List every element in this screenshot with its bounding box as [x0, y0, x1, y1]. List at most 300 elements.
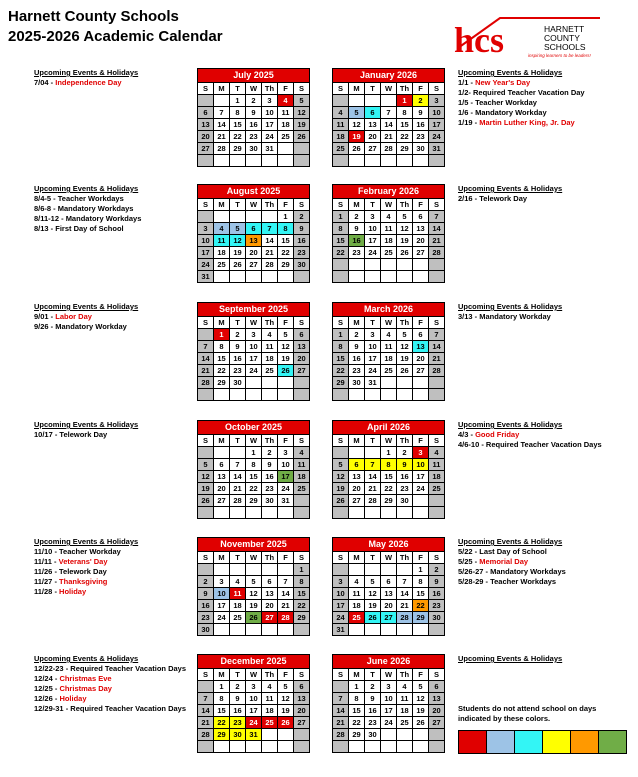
- day-cell: 26: [365, 612, 381, 624]
- day-cell: 15: [214, 353, 230, 365]
- day-cell: 10: [413, 459, 429, 471]
- empty-cell: [246, 155, 262, 167]
- month-calendar: [332, 68, 445, 167]
- day-cell: 28: [429, 365, 445, 377]
- weekday-label: M: [349, 669, 365, 681]
- empty-cell: [214, 389, 230, 401]
- empty-cell: [230, 564, 246, 576]
- weekday-label: T: [365, 435, 381, 447]
- weekday-label: M: [214, 317, 230, 329]
- day-cell: 25: [214, 259, 230, 271]
- day-cell: 11: [262, 693, 278, 705]
- day-cell: 21: [397, 600, 413, 612]
- empty-cell: [294, 507, 310, 519]
- event-item: 11/26 - Telework Day: [34, 567, 107, 576]
- events-heading: Upcoming Events & Holidays: [34, 537, 139, 546]
- empty-cell: [246, 741, 262, 753]
- day-cell: 15: [246, 471, 262, 483]
- weekday-label: S: [198, 552, 214, 564]
- day-cell: 24: [214, 612, 230, 624]
- empty-cell: [278, 564, 294, 576]
- month-title: January 2026: [333, 69, 445, 83]
- day-cell: 6: [294, 329, 310, 341]
- day-cell: 8: [246, 459, 262, 471]
- weekday-label: F: [278, 83, 294, 95]
- day-cell: 14: [429, 341, 445, 353]
- day-cell: 26: [278, 365, 294, 377]
- svg-text:inspiring learners to be leade: inspiring learners to be leaders!: [528, 53, 591, 58]
- day-cell: 11: [294, 459, 310, 471]
- day-cell: 29: [381, 495, 397, 507]
- day-cell: 12: [397, 341, 413, 353]
- day-cell: 9: [230, 693, 246, 705]
- empty-cell: [262, 389, 278, 401]
- day-cell: 20: [381, 600, 397, 612]
- day-cell: 11: [381, 223, 397, 235]
- day-cell: 2: [294, 211, 310, 223]
- day-cell: 24: [246, 717, 262, 729]
- day-cell: 1: [278, 211, 294, 223]
- day-cell: 12: [278, 693, 294, 705]
- empty-cell: [333, 155, 349, 167]
- empty-cell: [230, 155, 246, 167]
- day-cell: 15: [333, 353, 349, 365]
- day-cell: 21: [429, 235, 445, 247]
- empty-cell: [429, 495, 445, 507]
- empty-cell: [246, 389, 262, 401]
- weekday-label: S: [429, 669, 445, 681]
- weekday-label: S: [294, 552, 310, 564]
- day-cell: 14: [214, 119, 230, 131]
- day-cell: 11: [381, 341, 397, 353]
- empty-cell: [198, 741, 214, 753]
- empty-cell: [214, 741, 230, 753]
- events-heading: Upcoming Events & Holidays: [34, 302, 139, 311]
- empty-cell: [294, 624, 310, 636]
- legend-swatch: [543, 731, 571, 754]
- empty-cell: [413, 729, 429, 741]
- day-cell: 18: [397, 705, 413, 717]
- empty-cell: [278, 729, 294, 741]
- empty-cell: [294, 377, 310, 389]
- empty-cell: [349, 271, 365, 283]
- day-cell: 15: [349, 705, 365, 717]
- day-cell: 4: [262, 681, 278, 693]
- day-cell: 31: [198, 271, 214, 283]
- day-cell: 3: [381, 681, 397, 693]
- empty-cell: [198, 507, 214, 519]
- day-cell: 9: [365, 693, 381, 705]
- event-item: 5/28-29 - Teacher Workdays: [458, 577, 557, 586]
- weekday-label: S: [333, 83, 349, 95]
- event-item: 1/2- Required Teacher Vacation Day: [458, 88, 585, 97]
- empty-cell: [381, 564, 397, 576]
- weekday-label: F: [413, 435, 429, 447]
- day-cell: 10: [246, 693, 262, 705]
- empty-cell: [349, 389, 365, 401]
- color-legend: [458, 730, 627, 754]
- empty-cell: [365, 259, 381, 271]
- day-cell: 29: [349, 729, 365, 741]
- day-cell: 3: [365, 211, 381, 223]
- day-cell: 14: [381, 119, 397, 131]
- day-cell: 19: [413, 705, 429, 717]
- empty-cell: [246, 624, 262, 636]
- day-cell: 17: [246, 705, 262, 717]
- day-cell: 8: [413, 576, 429, 588]
- day-cell: 13: [246, 235, 262, 247]
- day-cell: 1: [349, 681, 365, 693]
- weekday-label: S: [294, 199, 310, 211]
- day-cell: 10: [246, 341, 262, 353]
- weekday-label: Th: [262, 317, 278, 329]
- day-cell: 3: [262, 95, 278, 107]
- day-cell: 9: [429, 576, 445, 588]
- day-cell: 7: [365, 459, 381, 471]
- right-events-0: [458, 68, 633, 128]
- empty-cell: [397, 741, 413, 753]
- day-cell: 2: [413, 95, 429, 107]
- day-cell: 25: [429, 483, 445, 495]
- day-cell: 19: [365, 600, 381, 612]
- day-cell: 18: [429, 471, 445, 483]
- day-cell: 24: [365, 365, 381, 377]
- day-cell: 22: [397, 131, 413, 143]
- day-cell: 16: [429, 588, 445, 600]
- day-cell: 7: [381, 107, 397, 119]
- right-events-5: [458, 654, 633, 664]
- day-cell: 7: [278, 576, 294, 588]
- day-cell: 28: [429, 247, 445, 259]
- day-cell: 28: [198, 377, 214, 389]
- empty-cell: [413, 377, 429, 389]
- empty-cell: [397, 377, 413, 389]
- day-cell: 22: [246, 483, 262, 495]
- day-cell: 17: [278, 471, 294, 483]
- weekday-label: F: [278, 669, 294, 681]
- day-cell: 23: [198, 612, 214, 624]
- empty-cell: [381, 389, 397, 401]
- empty-cell: [278, 389, 294, 401]
- day-cell: 25: [262, 365, 278, 377]
- right-events-1: [458, 184, 633, 204]
- empty-cell: [198, 389, 214, 401]
- day-cell: 13: [294, 341, 310, 353]
- day-cell: 28: [381, 143, 397, 155]
- legend-swatch: [599, 731, 627, 754]
- weekday-label: S: [333, 435, 349, 447]
- day-cell: 14: [262, 235, 278, 247]
- empty-cell: [381, 624, 397, 636]
- day-cell: 14: [198, 353, 214, 365]
- right-events-3: [458, 420, 633, 450]
- day-cell: 29: [214, 377, 230, 389]
- weekday-label: F: [413, 552, 429, 564]
- empty-cell: [214, 211, 230, 223]
- empty-cell: [381, 155, 397, 167]
- day-cell: 16: [294, 235, 310, 247]
- empty-cell: [333, 95, 349, 107]
- day-cell: 26: [397, 365, 413, 377]
- events-heading: Upcoming Events & Holidays: [458, 420, 563, 429]
- day-cell: 24: [429, 131, 445, 143]
- empty-cell: [365, 507, 381, 519]
- day-cell: 15: [278, 235, 294, 247]
- empty-cell: [294, 729, 310, 741]
- day-cell: 15: [381, 471, 397, 483]
- events-heading: Upcoming Events & Holidays: [458, 184, 563, 193]
- day-cell: 19: [278, 353, 294, 365]
- empty-cell: [413, 741, 429, 753]
- weekday-label: Th: [397, 552, 413, 564]
- day-cell: 20: [214, 483, 230, 495]
- day-cell: 21: [262, 247, 278, 259]
- day-cell: 25: [381, 365, 397, 377]
- weekday-label: F: [413, 317, 429, 329]
- empty-cell: [381, 377, 397, 389]
- day-cell: 30: [397, 495, 413, 507]
- day-cell: 28: [214, 143, 230, 155]
- day-cell: 23: [349, 365, 365, 377]
- day-cell: 3: [246, 329, 262, 341]
- event-item: 5/26-27 - Mandatory Workdays: [458, 567, 566, 576]
- left-events-4: [34, 537, 194, 597]
- day-cell: 13: [198, 119, 214, 131]
- month-title: June 2026: [333, 655, 445, 669]
- weekday-label: Th: [262, 199, 278, 211]
- month-title: September 2025: [198, 303, 310, 317]
- day-cell: 5: [349, 107, 365, 119]
- empty-cell: [230, 741, 246, 753]
- day-cell: 3: [365, 329, 381, 341]
- day-cell: 6: [214, 459, 230, 471]
- day-cell: 14: [365, 471, 381, 483]
- weekday-label: S: [429, 552, 445, 564]
- empty-cell: [278, 507, 294, 519]
- empty-cell: [349, 259, 365, 271]
- calendar-district-title: Harnett County Schools: [8, 8, 179, 25]
- day-cell: 22: [381, 483, 397, 495]
- day-cell: 10: [278, 459, 294, 471]
- month-title: December 2025: [198, 655, 310, 669]
- event-item: 2/16 - Telework Day: [458, 194, 528, 203]
- day-cell: 4: [381, 329, 397, 341]
- month-title: March 2026: [333, 303, 445, 317]
- day-cell: 26: [198, 495, 214, 507]
- weekday-label: T: [365, 669, 381, 681]
- day-cell: 9: [349, 341, 365, 353]
- empty-cell: [349, 624, 365, 636]
- empty-cell: [365, 271, 381, 283]
- day-cell: 25: [294, 483, 310, 495]
- day-cell: 8: [278, 223, 294, 235]
- day-cell: 4: [397, 681, 413, 693]
- empty-cell: [198, 447, 214, 459]
- month-calendar: [332, 302, 445, 401]
- weekday-label: T: [230, 317, 246, 329]
- events-heading: Upcoming Events & Holidays: [34, 420, 139, 429]
- empty-cell: [365, 624, 381, 636]
- empty-cell: [333, 507, 349, 519]
- weekday-label: Th: [397, 83, 413, 95]
- day-cell: 24: [381, 717, 397, 729]
- empty-cell: [413, 155, 429, 167]
- day-cell: 26: [246, 612, 262, 624]
- weekday-label: F: [413, 199, 429, 211]
- day-cell: 12: [365, 588, 381, 600]
- day-cell: 22: [214, 365, 230, 377]
- weekday-label: S: [198, 317, 214, 329]
- day-cell: 5: [397, 211, 413, 223]
- day-cell: 6: [349, 459, 365, 471]
- day-cell: 17: [413, 471, 429, 483]
- weekday-label: S: [198, 83, 214, 95]
- day-cell: 4: [429, 447, 445, 459]
- legend-note: Students do not attend school on days indicated by these colors.: [458, 704, 597, 723]
- day-cell: 11: [262, 341, 278, 353]
- day-cell: 6: [294, 681, 310, 693]
- day-cell: 27: [349, 495, 365, 507]
- day-cell: 1: [413, 564, 429, 576]
- weekday-label: S: [198, 435, 214, 447]
- empty-cell: [413, 624, 429, 636]
- day-cell: 6: [246, 223, 262, 235]
- empty-cell: [214, 271, 230, 283]
- weekday-label: S: [198, 199, 214, 211]
- day-cell: 23: [365, 717, 381, 729]
- day-cell: 8: [333, 341, 349, 353]
- weekday-label: W: [246, 552, 262, 564]
- day-cell: 1: [333, 211, 349, 223]
- day-cell: 30: [294, 259, 310, 271]
- weekday-label: W: [246, 83, 262, 95]
- day-cell: 24: [246, 365, 262, 377]
- weekday-label: T: [230, 199, 246, 211]
- day-cell: 9: [413, 107, 429, 119]
- empty-cell: [333, 259, 349, 271]
- day-cell: 19: [349, 131, 365, 143]
- day-cell: 13: [413, 341, 429, 353]
- day-cell: 13: [214, 471, 230, 483]
- day-cell: 17: [214, 600, 230, 612]
- day-cell: 20: [349, 483, 365, 495]
- day-cell: 18: [349, 600, 365, 612]
- left-events-0: [34, 68, 194, 88]
- day-cell: 29: [413, 612, 429, 624]
- weekday-label: S: [294, 83, 310, 95]
- day-cell: 20: [294, 353, 310, 365]
- day-cell: 15: [413, 588, 429, 600]
- day-cell: 14: [230, 471, 246, 483]
- month-calendar: [197, 537, 310, 636]
- day-cell: 22: [349, 717, 365, 729]
- day-cell: 11: [349, 588, 365, 600]
- empty-cell: [198, 681, 214, 693]
- day-cell: 1: [333, 329, 349, 341]
- day-cell: 9: [262, 459, 278, 471]
- empty-cell: [429, 741, 445, 753]
- day-cell: 13: [349, 471, 365, 483]
- weekday-label: Th: [397, 669, 413, 681]
- weekday-label: F: [413, 669, 429, 681]
- weekday-label: W: [246, 669, 262, 681]
- event-item: 11/11 - Veterans' Day: [34, 557, 108, 566]
- weekday-label: Th: [262, 552, 278, 564]
- empty-cell: [246, 564, 262, 576]
- events-heading: Upcoming Events & Holidays: [34, 184, 139, 193]
- empty-cell: [246, 271, 262, 283]
- svg-text:COUNTY: COUNTY: [544, 33, 580, 43]
- empty-cell: [349, 155, 365, 167]
- day-cell: 8: [349, 693, 365, 705]
- day-cell: 25: [262, 717, 278, 729]
- day-cell: 10: [381, 693, 397, 705]
- empty-cell: [198, 329, 214, 341]
- day-cell: 3: [278, 447, 294, 459]
- day-cell: 27: [214, 495, 230, 507]
- empty-cell: [246, 211, 262, 223]
- day-cell: 19: [333, 483, 349, 495]
- day-cell: 20: [429, 705, 445, 717]
- weekday-label: M: [349, 435, 365, 447]
- day-cell: 16: [230, 705, 246, 717]
- day-cell: 27: [413, 247, 429, 259]
- day-cell: 27: [198, 143, 214, 155]
- weekday-label: W: [246, 199, 262, 211]
- empty-cell: [429, 624, 445, 636]
- day-cell: 4: [294, 447, 310, 459]
- day-cell: 11: [230, 588, 246, 600]
- day-cell: 24: [413, 483, 429, 495]
- event-item: 11/28 - Holiday: [34, 587, 87, 596]
- day-cell: 30: [413, 143, 429, 155]
- day-cell: 1: [246, 447, 262, 459]
- day-cell: 13: [413, 223, 429, 235]
- weekday-label: W: [246, 435, 262, 447]
- day-cell: 28: [198, 729, 214, 741]
- day-cell: 31: [278, 495, 294, 507]
- empty-cell: [381, 259, 397, 271]
- empty-cell: [429, 377, 445, 389]
- day-cell: 19: [198, 483, 214, 495]
- weekday-label: M: [349, 552, 365, 564]
- empty-cell: [381, 95, 397, 107]
- empty-cell: [278, 624, 294, 636]
- weekday-label: W: [246, 317, 262, 329]
- day-cell: 27: [429, 717, 445, 729]
- day-cell: 1: [397, 95, 413, 107]
- event-item: 1/6 - Mandatory Workday: [458, 108, 547, 117]
- day-cell: 7: [214, 107, 230, 119]
- day-cell: 13: [294, 693, 310, 705]
- weekday-label: T: [365, 199, 381, 211]
- day-cell: 22: [333, 365, 349, 377]
- weekday-label: F: [278, 199, 294, 211]
- day-cell: 27: [365, 143, 381, 155]
- empty-cell: [294, 495, 310, 507]
- day-cell: 22: [413, 600, 429, 612]
- event-item: 7/04 - Independence Day: [34, 78, 122, 87]
- day-cell: 12: [349, 119, 365, 131]
- weekday-label: M: [349, 317, 365, 329]
- day-cell: 7: [333, 693, 349, 705]
- day-cell: 22: [333, 247, 349, 259]
- empty-cell: [381, 271, 397, 283]
- empty-cell: [262, 507, 278, 519]
- day-cell: 23: [246, 131, 262, 143]
- empty-cell: [429, 155, 445, 167]
- day-cell: 21: [429, 353, 445, 365]
